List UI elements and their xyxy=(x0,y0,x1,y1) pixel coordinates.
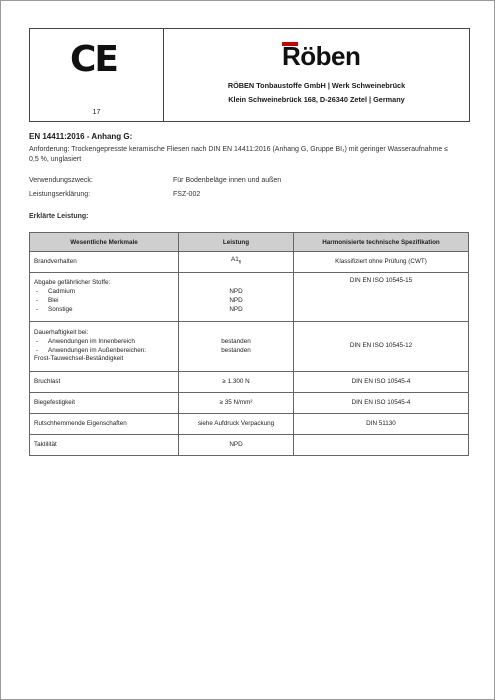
list-item: - Anwendungen im Außenbereichen: xyxy=(34,347,174,356)
row-feature xyxy=(30,273,179,322)
declaration-value: FSZ-002 xyxy=(173,191,201,198)
row-feature: Taktilität xyxy=(30,435,179,456)
row-performance: ≥ 35 N/mm² xyxy=(179,393,294,414)
list-item: - Blei xyxy=(34,297,174,306)
row-spec: DIN EN ISO 10545-4 xyxy=(294,372,469,393)
perf-value: NPD xyxy=(229,305,243,313)
row-feature: Rutschhemmende Eigenschaften xyxy=(30,414,179,435)
row-performance: NPD xyxy=(179,435,294,456)
row-feature: Bruchlast xyxy=(30,372,179,393)
row-performance: ≥ 1.300 N xyxy=(179,372,294,393)
row-performance: siehe Aufdruck Verpackung xyxy=(179,414,294,435)
list-item: - Sonstige xyxy=(34,306,174,315)
header-performance: Leistung xyxy=(179,233,294,252)
perf-value: bestanden xyxy=(221,346,251,354)
use-label: Verwendungszweck: xyxy=(29,177,93,184)
ce-mark: CE xyxy=(70,39,118,80)
row-feature xyxy=(30,322,179,372)
row-spec: DIN EN ISO 10545-4 xyxy=(294,393,469,414)
use-value: Für Bodenbeläge innen und außen xyxy=(173,177,282,184)
table-row xyxy=(30,372,469,393)
perf-value: NPD xyxy=(229,297,243,304)
perf-value: NPD xyxy=(229,288,243,296)
header-spec: Harmonisierte technische Spezifikation xyxy=(294,233,469,252)
performance-table xyxy=(29,232,469,456)
hazard-heading: Abgabe gefährlicher Stoffe: xyxy=(34,279,111,287)
row-spec: Klassifiziert ohne Prüfung (CWT) xyxy=(294,252,469,273)
row-spec: DIN EN ISO 10545-12 xyxy=(294,322,469,372)
row-spec xyxy=(294,435,469,456)
declaration-label: Leistungserklärung: xyxy=(29,191,91,198)
header-box xyxy=(29,28,470,122)
standard-title: EN 14411:2016 - Anhang G: xyxy=(29,132,133,141)
company-address: Klein Schweinebrück 168, D-26340 Zetel | Germany xyxy=(228,95,405,104)
ce-cell xyxy=(30,29,164,121)
row-performance xyxy=(179,322,294,372)
table-row xyxy=(30,393,469,414)
header-feature: Wesentliche Merkmale xyxy=(30,233,179,252)
list-item: - Anwendungen im Innenbereich xyxy=(34,338,174,347)
row-performance xyxy=(179,252,294,273)
row-performance xyxy=(179,273,294,322)
standard-requirement: Anforderung: Trockengepresste keramische Fliesen nach DIN EN 14411:2016 (Anhang G, Gruppe BI₁) mit geringer Wasseraufnahme ≤ 0,5 %, unglasiert xyxy=(29,146,449,163)
fire-class-sub: fl xyxy=(238,259,241,265)
table-row xyxy=(30,273,469,322)
durability-extra: Frost-Tauwechsel-Beständigkeit xyxy=(34,355,124,363)
ce-year: 17 xyxy=(92,109,101,116)
fire-class: A1 xyxy=(231,256,239,264)
row-feature: Biegefestigkeit xyxy=(30,393,179,414)
declared-performance-heading: Erklärte Leistung: xyxy=(29,213,89,220)
table-row xyxy=(30,414,469,435)
row-spec: DIN EN ISO 10545-15 xyxy=(294,273,469,322)
list-item: - Cadmium xyxy=(34,288,174,297)
perf-value: bestanden xyxy=(221,337,251,345)
row-feature: Brandverhalten xyxy=(30,252,179,273)
table-row xyxy=(30,435,469,456)
table-row xyxy=(30,322,469,372)
table-row xyxy=(30,252,469,273)
company-name: RÖBEN Tonbaustoffe GmbH | Werk Schweinebrück xyxy=(227,81,406,90)
durability-heading: Dauerhaftigkeit bei: xyxy=(34,328,89,336)
company-logo: Röben xyxy=(282,41,361,71)
row-spec: DIN 51130 xyxy=(294,414,469,435)
table-header-row xyxy=(30,233,469,252)
company-cell xyxy=(164,29,469,121)
